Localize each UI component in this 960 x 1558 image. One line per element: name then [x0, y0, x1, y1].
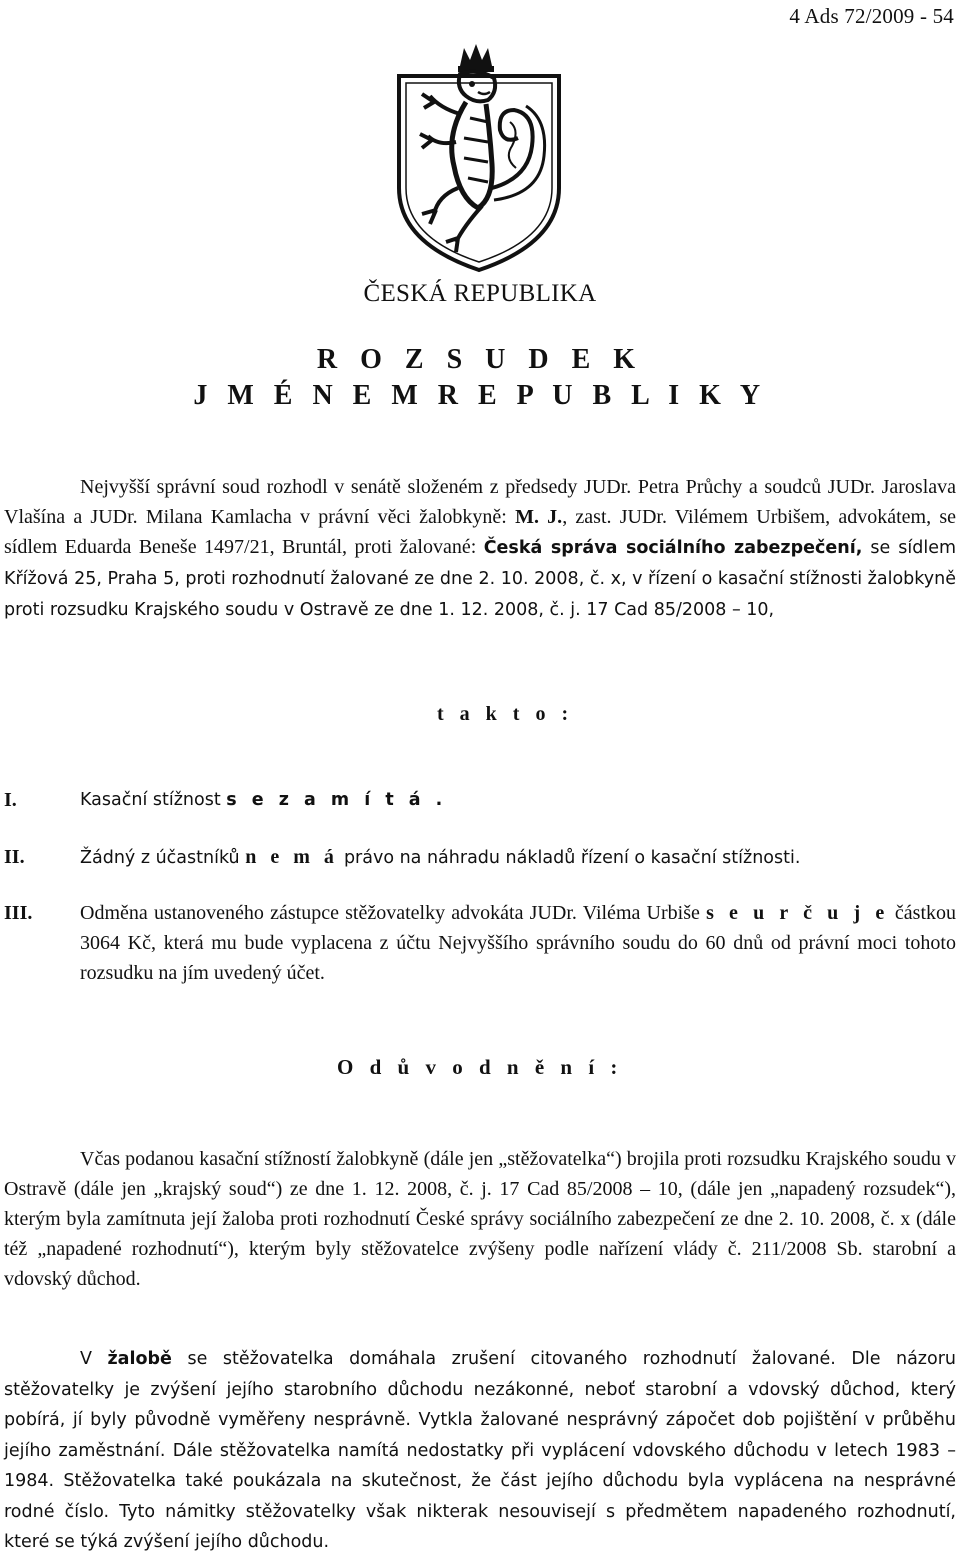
- reasoning-paragraph-1: Včas podanou kasační stížností žalobkyně (dále jen „stěžovatelka“) brojila proti rozsudku Krajského soudu v Ostravě (dále jen „krajský soud“) ze dne 1. 12. 2008, č. j. 17 Cad 85/2008 – 10, (dále jen „napadený rozsudek“), kterým byla zamítnuta její žaloba proti rozhodnutí České správy sociálního zabezpečení ze dne 2. 10. 2008, č. x (dále též „napadené rozhodnutí“), kterým byly stěžovatelce zvýšeny podle nařízení vlády č. 211/2008 Sb. starobní a vdovský důchod.: [4, 1148, 956, 1290]
- verdict-text-after: částkou 3064 Kč, která mu bude vyplacena z účtu Nejvyššího správního soudu do 60 dnů od právní moci tohoto rozsudku na jím uvedený účet.: [80, 902, 957, 984]
- takto-heading: t a k t o :: [437, 703, 574, 725]
- verdict-text-before: Odměna ustanoveného zástupce stěžovatelky advokáta JUDr. Viléma Urbiše: [80, 902, 707, 924]
- verdict-text-before: Žádný z účastníků: [80, 848, 246, 868]
- verdict-emphasis: n e m á: [245, 846, 339, 868]
- verdict-number: III.: [4, 902, 33, 924]
- judgment-subtitle: J M É N E M R E P U B L I K Y: [193, 380, 767, 411]
- paragraph2-text-2: se stěžovatelka domáhala zrušení citovaného rozhodnutí žalované. Dle názoru stěžovatelky je zvýšení jejího starobního důchodu nezákonné, neboť starobní a vdovský důchod, který pobírá, jí byly původně vyměřeny nesprávně. Vytkla žalované nesprávný zápočet dob pojištění v průběhu jejího zaměstnání. Dále stěžovatelka namítá nedostatky při vyplácení vdovského důchodu v letech 1983 – 1984. Stěžovatelka také poukázala na skutečnost, že část jejího důchodu byla vyplácena na nesprávné rodné číslo. Tyto námitky stěžovatelky však nikterak nesouvisejí s předmětem napadeného rozhodnutí, které se týká zvýšení jejího důchodu.: [4, 1349, 956, 1552]
- paragraph2-text-1: V: [80, 1349, 108, 1369]
- verdict-text-before: Kasační stížnost: [80, 790, 227, 810]
- intro-text-1: Nejvyšší správní soud rozhodl v senátě složeném z předsedy JUDr. Petra Průchy a soudců JUDr. Jaroslava Vlašína a JUDr. Milana Kamlacha v právní věci žalobkyně:: [4, 476, 956, 528]
- country-name: ČESKÁ REPUBLIKA: [363, 280, 597, 307]
- judgment-title: R O Z S U D E K: [316, 344, 644, 375]
- defendant-name: Česká správa sociálního zabezpečení,: [483, 538, 863, 558]
- verdict-text: [80, 842, 956, 873]
- coat-of-arms-icon: [394, 38, 564, 274]
- verdict-emphasis: s e z a m í t á .: [226, 790, 447, 810]
- verdict-number: I.: [4, 789, 17, 811]
- intro-text-2: , zast. JUDr. Vilémem Urbišem, advokátem, se sídlem Eduarda Beneše 1497/21, Bruntál, proti žalované:: [4, 506, 956, 558]
- intro-text-3: se sídlem Křížová 25, Praha 5, proti rozhodnutí žalované ze dne 2. 10. 2008, č. x, v řízení o kasační stížnosti žalobkyně proti rozsudku Krajského soudu v Ostravě ze dne 1. 12. 2008, č. j. 17 Cad 85/2008 – 10,: [4, 538, 957, 620]
- verdict-item: [4, 898, 956, 988]
- verdict-text-after: právo na náhradu nákladů řízení o kasační stížnosti.: [338, 848, 801, 868]
- verdict-item: [4, 785, 956, 815]
- verdict-number: II.: [4, 846, 25, 868]
- plaintiff-name: M. J.: [515, 506, 563, 528]
- case-reference: 4 Ads 72/2009 - 54: [789, 4, 954, 28]
- paragraph2-bold: žalobě: [107, 1349, 172, 1369]
- verdict-emphasis: s e u r č u j e: [706, 902, 889, 924]
- reasoning-heading: O d ů v o d n ě n í :: [337, 1055, 623, 1079]
- verdict-text: [80, 785, 956, 815]
- verdict-text: [80, 898, 956, 988]
- intro-paragraph: [4, 472, 956, 625]
- verdict-item: [4, 842, 956, 873]
- reasoning-paragraph-2: [4, 1344, 956, 1558]
